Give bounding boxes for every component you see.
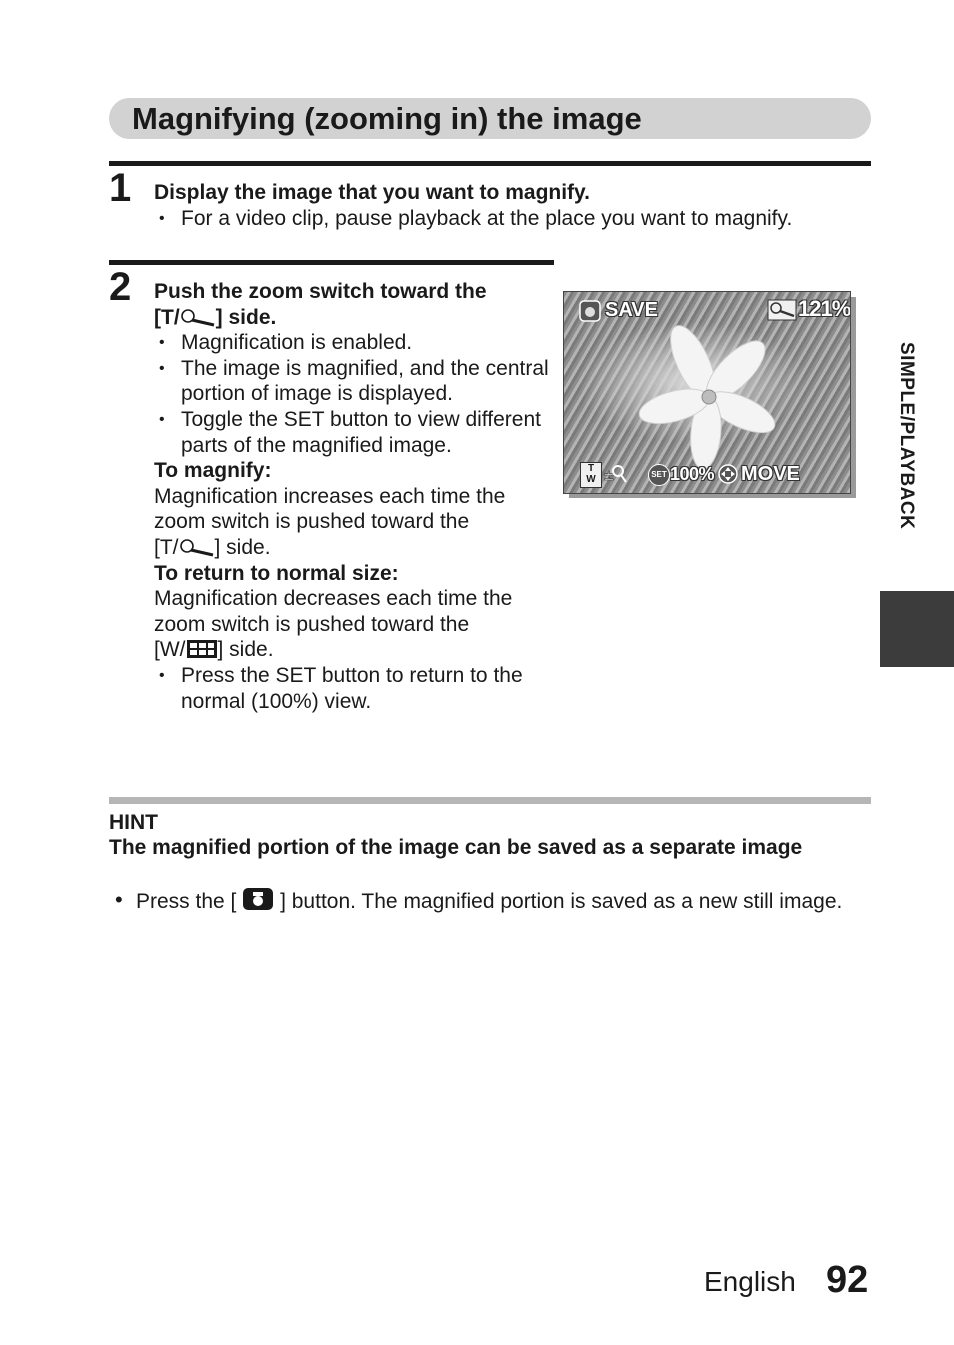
page-number: 92 [826,1259,869,1301]
step2-heading-line2 [154,305,549,331]
hint-label: HINT [109,811,158,834]
step2-bullet-2: • The image is magnified, and the central portion of image is displayed. [154,356,549,407]
step2-heading-line1: Push the zoom switch toward the [154,280,487,303]
step2-rule [109,260,554,265]
step2-number: 2 [109,265,132,309]
normal-size-label: To return to normal size: [154,561,399,585]
step1-heading: Display the image that you want to magnify. [154,181,591,204]
hint-text-pre: Press the [ [136,889,237,913]
svg-text:±: ± [603,468,615,484]
step2-heading-post: ] side. [215,305,277,329]
camera-button-icon [242,887,274,911]
tw-top: T [587,463,595,474]
step1-rule [109,161,871,166]
hint-text-post: ] button. The magnified portion is saved as a new still image. [280,889,843,913]
set-button-icon: SET [648,464,670,486]
magnify-text-pre: [T/ [154,535,179,559]
hint-heading: The magnified portion of the image can be saved as a separate image [109,836,803,859]
step2-last-bullet: • Press the SET button to return to the normal (100%) view. [154,663,549,714]
tw-switch-icon [580,462,602,488]
section-side-label: SIMPLE/PLAYBACK [896,342,917,530]
zoom-magnify-icon [603,463,627,485]
camera-screen [563,291,851,494]
zoom-level: 121% [798,296,851,321]
step2-bullet-1: • Magnification is enabled. [154,330,549,356]
normal-size-text-post: ] side. [217,638,274,662]
page-title: Magnifying (zooming in) the image [132,101,642,136]
magnify-text-2 [154,535,549,561]
step1-number: 1 [109,166,132,210]
step2-heading-pre: [T/ [154,305,180,329]
step2-content [154,279,549,714]
tele-magnify-icon [180,309,216,327]
camera-icon [579,300,601,322]
tele-magnify-icon [179,539,215,557]
normal-size-text-pre: [W/ [154,638,186,662]
move-label: MOVE [741,463,800,485]
magnify-label: To magnify: [154,459,272,483]
step2-bullet-3: • Toggle the SET button to view different parts of the magnified image. [154,407,549,458]
magnify-text-post: ] side. [214,535,271,559]
step1-bullet: • For a video clip, pause playback at the place you want to magnify. [154,206,881,232]
section-side-tab [880,591,954,667]
magnify-icon [767,299,797,321]
footer-language: English [704,1266,796,1297]
save-label: SAVE [605,299,658,321]
tw-bottom: W [586,474,596,485]
set-value: 100% [670,464,715,484]
magnify-text: Magnification increases each time the zoom switch is pushed toward the [154,484,506,534]
hint-bullet [109,887,856,915]
hint-rule [109,797,871,804]
wide-grid-icon [186,639,218,659]
direction-pad-icon [717,463,739,485]
normal-size-text-2 [154,637,549,663]
normal-size-text: Magnification decreases each time the zoom switch is pushed toward the [154,587,513,636]
